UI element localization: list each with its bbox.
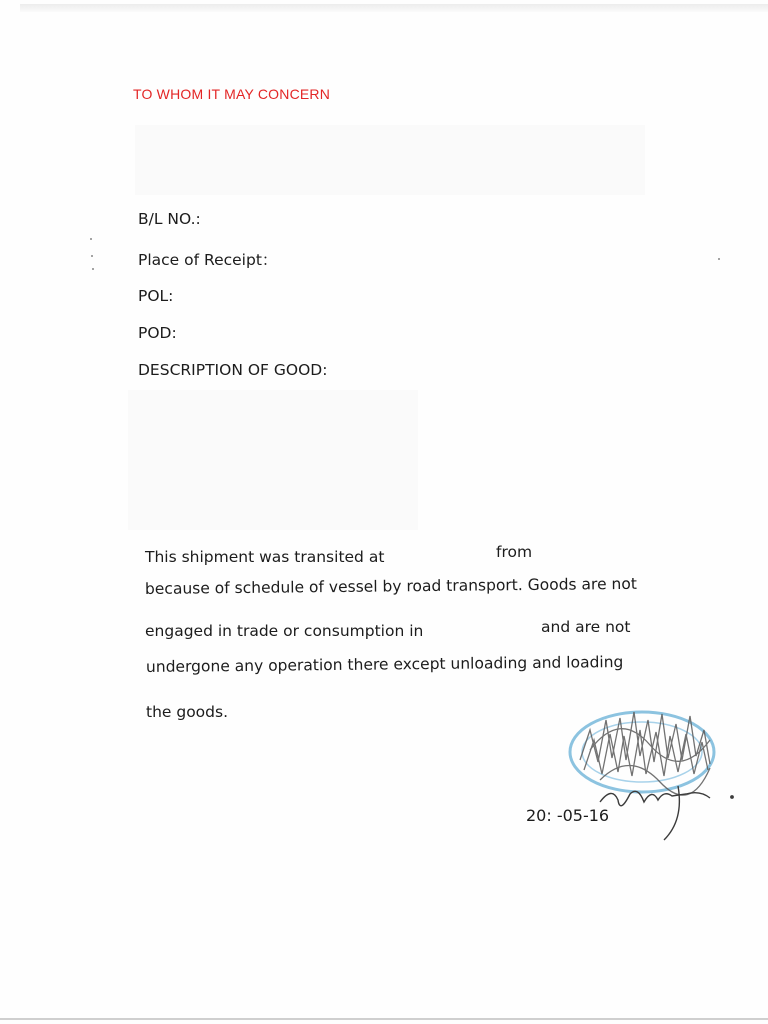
paragraph-line-2: because of schedule of vessel by road transport. Goods are not [144,574,637,598]
paragraph-line-4: undergone any operation there except unloading and loading [145,653,624,676]
paragraph-line-1b: from [496,543,533,561]
place-of-receipt-label: Place of Receipt： [138,251,278,269]
scan-speck [91,255,93,257]
document-date: 20: -05-16 [526,806,610,825]
company-stamp [560,690,750,850]
letter-heading: TO WHOM IT MAY CONCERN [133,86,331,102]
scan-speck [718,258,720,260]
paragraph-line-5: the goods. [146,703,229,721]
scan-speck [92,268,94,270]
pol-label: POL: [138,287,174,305]
redacted-description [128,390,418,530]
paragraph-line-3a: engaged in trade or consumption in [145,622,424,640]
paragraph-line-1a: This shipment was transited at [145,548,385,566]
scan-edge-bottom [0,1018,768,1020]
scan-edge-top [20,4,768,12]
paragraph-line-3b: and are not [541,618,631,636]
bl-no-label: B/L NO.: [138,210,201,228]
scan-speck [90,238,92,240]
description-label: DESCRIPTION OF GOOD: [138,361,328,379]
redacted-area [135,125,645,195]
pod-label: POD: [138,324,177,342]
stamp-and-signature-graphic [560,690,750,850]
